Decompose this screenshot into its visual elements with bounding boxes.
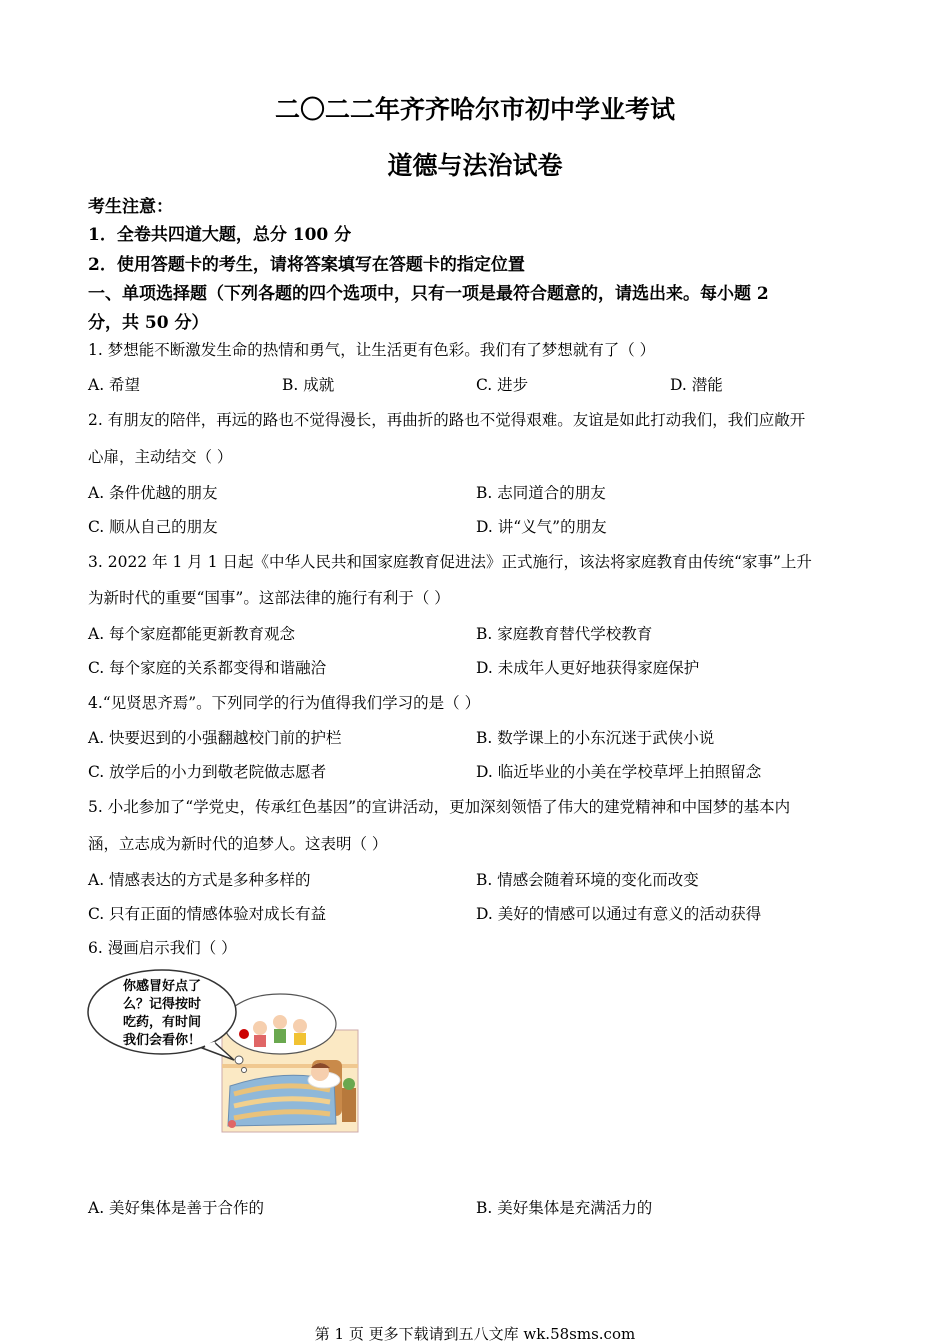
notice-item-2: 2．使用答题卡的考生，请将答案填写在答题卡的指定位置 — [88, 255, 525, 275]
question-3-option-b: B. 家庭教育替代学校教育 — [476, 625, 653, 643]
notice-heading: 考生注意： — [88, 197, 173, 217]
section-heading-line-1: 一、单项选择题（下列各题的四个选项中，只有一项是最符合题意的，请选出来。每小题 2 — [88, 284, 769, 304]
question-4-option-a: A. 快要迟到的小强翻越校门前的护栏 — [88, 729, 342, 747]
question-2-option-a: A. 条件优越的朋友 — [88, 484, 218, 502]
question-1-option-b: B. 成就 — [282, 376, 335, 394]
question-2-stem-line-2: 心扉，主动结交（ ） — [88, 448, 233, 466]
question-3-option-c: C. 每个家庭的关系都变得和谐融洽 — [88, 659, 327, 677]
notice-item-1: 1．全卷共四道大题，总分 100 分 — [88, 225, 352, 245]
question-5-option-a: A. 情感表达的方式是多种多样的 — [88, 871, 311, 889]
question-4-stem: 4.“见贤思齐焉”。下列同学的行为值得我们学习的是（ ） — [88, 694, 481, 712]
question-6-option-a: A. 美好集体是善于合作的 — [88, 1199, 265, 1217]
question-5-option-b: B. 情感会随着环境的变化而改变 — [476, 871, 699, 889]
speech-bubble — [88, 970, 236, 1060]
question-5-option-d: D. 美好的情感可以通过有意义的活动获得 — [476, 905, 762, 923]
question-3-stem-line-1: 3. 2022 年 1 月 1 日起《中华人民共和国家庭教育促进法》正式施行，该法将家庭教育由传统“家事”上升 — [88, 553, 812, 571]
question-6-stem: 6. 漫画启示我们（ ） — [88, 939, 237, 957]
question-5-stem-line-2: 涵，立志成为新时代的追梦人。这表明（ ） — [88, 835, 388, 853]
question-5-stem-line-1: 5. 小北参加了“学党史，传承红色基因”的宣讲活动，更加深刻领悟了伟大的建党精神和中国梦的基本内 — [88, 798, 791, 816]
exam-title: 二〇二二年齐齐哈尔市初中学业考试 — [274, 95, 675, 124]
speech-line-2: 么？记得按时 — [122, 997, 202, 1012]
speech-line-4: 我们会看你！ — [122, 1033, 202, 1048]
question-2-stem-line-1: 2. 有朋友的陪伴，再远的路也不觉得漫长，再曲折的路也不觉得艰难。友谊是如此打动我们，我们应敞开 — [88, 411, 806, 429]
page-footer: 第 1 页 更多下载请到五八文库 wk.58sms.com — [314, 1325, 636, 1343]
cartoon-illustration — [84, 968, 362, 1134]
question-2-option-d: D. 讲“义气”的朋友 — [476, 518, 607, 536]
question-1-stem: 1. 梦想能不断激发生命的热情和勇气，让生活更有色彩。我们有了梦想就有了（ ） — [88, 341, 656, 359]
section-heading-line-2: 分，共 50 分） — [88, 313, 209, 333]
question-4-option-d: D. 临近毕业的小美在学校草坪上拍照留念 — [476, 763, 762, 781]
speech-line-3: 吃药，有时间 — [122, 1015, 202, 1030]
exam-subtitle: 道德与法治试卷 — [387, 151, 563, 180]
question-1-option-c: C. 进步 — [476, 376, 529, 394]
question-5-option-c: C. 只有正面的情感体验对成长有益 — [88, 905, 327, 923]
question-6-option-b: B. 美好集体是充满活力的 — [476, 1199, 653, 1217]
question-2-option-b: B. 志同道合的朋友 — [476, 484, 606, 502]
question-2-option-c: C. 顺从自己的朋友 — [88, 518, 218, 536]
question-3-option-a: A. 每个家庭都能更新教育观念 — [88, 625, 296, 643]
speech-line-1: 你感冒好点了 — [122, 979, 202, 994]
question-4-option-b: B. 数学课上的小东沉迷于武侠小说 — [476, 729, 715, 747]
question-4-option-c: C. 放学后的小力到敬老院做志愿者 — [88, 763, 327, 781]
question-3-option-d: D. 未成年人更好地获得家庭保护 — [476, 659, 700, 677]
question-1-option-d: D. 潜能 — [670, 376, 723, 394]
question-1-option-a: A. 希望 — [88, 376, 141, 394]
question-3-stem-line-2: 为新时代的重要“国事”。这部法律的施行有利于（ ） — [88, 589, 450, 607]
